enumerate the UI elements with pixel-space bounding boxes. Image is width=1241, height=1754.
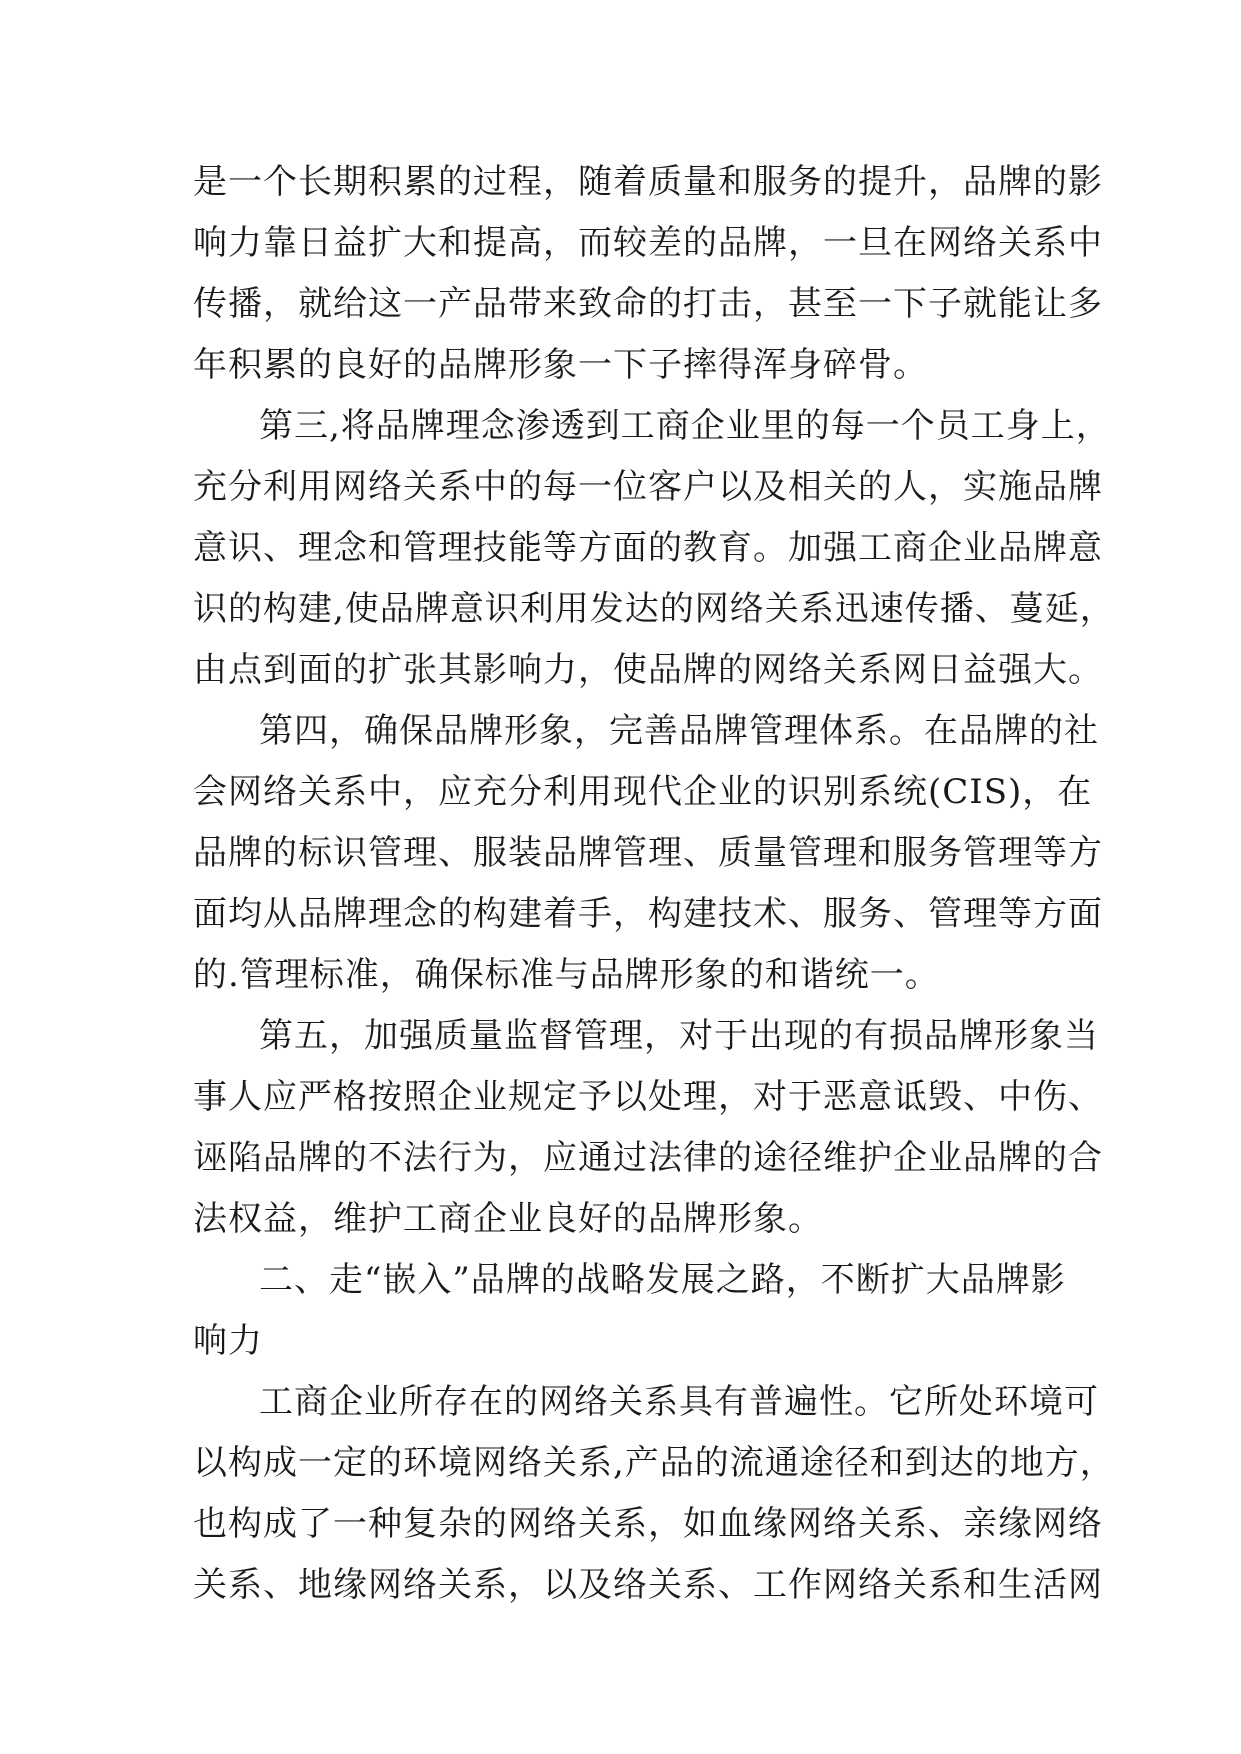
paragraph-2: [193, 396, 1115, 701]
paragraph-1: [193, 152, 1103, 396]
paragraph-6: [193, 1372, 1115, 1616]
text-line: 充分利用网络关系中的每一位客户以及相关的人，实施品牌: [193, 467, 1103, 507]
text-line: 传播，就给这一产品带来致命的打击，甚至一下子就能让多: [193, 284, 1103, 324]
text-line: 响力: [193, 1321, 263, 1361]
text-line: 诬陷品牌的不法行为，应通过法律的途径维护企业品牌的合: [193, 1138, 1103, 1178]
text-line: 工商企业所存在的网络关系具有普遍性。它所处环境可: [259, 1382, 1099, 1422]
text-line: 品牌的标识管理、服装品牌管理、质量管理和服务管理等方: [193, 833, 1103, 873]
text-line: 以构成一定的环境网络关系,产品的流通途径和到达的地方，: [193, 1443, 1115, 1483]
text-line: 事人应严格按照企业规定予以处理，对于恶意诋毁、中伤、: [193, 1077, 1103, 1117]
section-heading: [193, 1250, 1093, 1372]
text-line: 的.管理标准，确保标准与品牌形象的和谐统一。: [193, 955, 940, 995]
text-line: 年积累的良好的品牌形象一下子摔得浑身碎骨。: [193, 345, 928, 385]
text-line: 是一个长期积累的过程，随着质量和服务的提升，品牌的影: [193, 162, 1103, 202]
body-text: [193, 152, 1115, 1616]
paragraph-4: [193, 1006, 1103, 1250]
text-line: 法权益，维护工商企业良好的品牌形象。: [193, 1199, 823, 1239]
text-line: 响力靠日益扩大和提高，而较差的品牌，一旦在网络关系中: [193, 223, 1103, 263]
text-line: 第四，确保品牌形象，完善品牌管理体系。在品牌的社: [259, 711, 1099, 751]
text-line: 第五，加强质量监督管理，对于出现的有损品牌形象当: [259, 1016, 1099, 1056]
text-line: 第三,将品牌理念渗透到工商企业里的每一个员工身上，: [259, 406, 1111, 446]
text-line: 意识、理念和管理技能等方面的教育。加强工商企业品牌意: [193, 528, 1103, 568]
text-line: 面均从品牌理念的构建着手，构建技术、服务、管理等方面: [193, 894, 1103, 934]
text-line: 识的构建,使品牌意识利用发达的网络关系迅速传播、蔓延，: [193, 589, 1115, 629]
text-line: 会网络关系中，应充分利用现代企业的识别系统(CIS)，在: [193, 772, 1093, 812]
paragraph-3: [193, 701, 1103, 1006]
text-line: 也构成了一种复杂的网络关系，如血缘网络关系、亲缘网络: [193, 1504, 1103, 1544]
text-line: 关系、地缘网络关系，以及络关系、工作网络关系和生活网: [193, 1565, 1103, 1605]
text-line: 二、走“嵌入”品牌的战略发展之路，不断扩大品牌影: [259, 1260, 1066, 1300]
text-line: 由点到面的扩张其影响力，使品牌的网络关系网日益强大。: [193, 650, 1103, 690]
